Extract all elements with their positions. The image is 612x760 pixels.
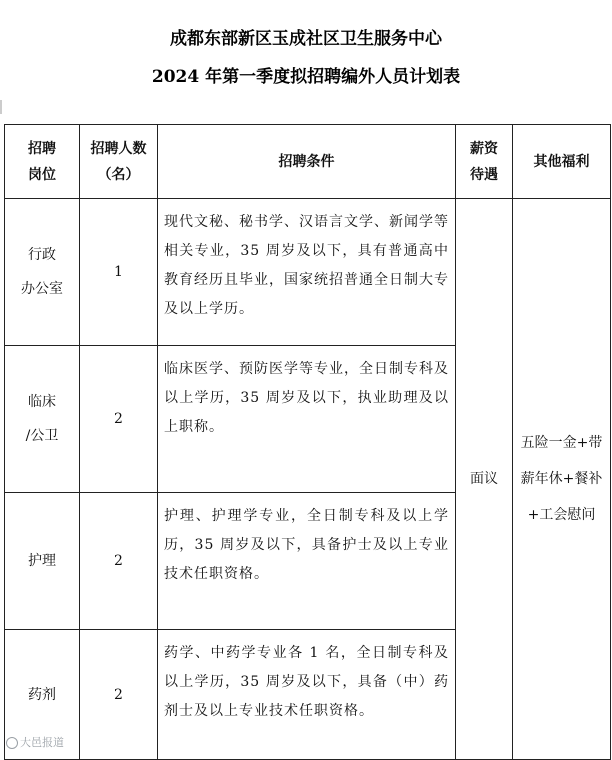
document-title: 成都东部新区玉成社区卫生服务中心 [170, 29, 442, 49]
watermark-logo-icon [6, 737, 18, 749]
header-benefits: 其他福利 [513, 125, 611, 199]
row-count: 2 [80, 630, 158, 760]
position-line1: 行政 [28, 247, 56, 263]
position-line2: /公卫 [25, 428, 59, 444]
row-count: 2 [80, 493, 158, 630]
row-position: 药剂 [5, 630, 80, 760]
source-watermark [6, 734, 64, 750]
row-conditions: 临床医学、预防医学等专业，全日制专科及以上学历，35 周岁及以下，执业助理及以上职称。 [158, 346, 456, 493]
table-row [5, 199, 611, 346]
header-position [5, 125, 80, 199]
table-header-row [5, 125, 611, 199]
document-subtitle: 2024 年第一季度拟招聘编外人员计划表 [151, 67, 461, 87]
header-position-line1: 招聘 [28, 140, 56, 157]
benefits-cell [513, 199, 611, 760]
header-count [80, 125, 158, 199]
row-conditions: 现代文秘、秘书学、汉语言文学、新闻学等相关专业，35 周岁及以下，具有普通高中教育经历且毕业，国家统招普通全日制大专及以上学历。 [158, 199, 456, 346]
row-position [5, 346, 80, 493]
header-salary-line2: 待遇 [470, 166, 498, 183]
header-salary [456, 125, 513, 199]
row-count: 1 [80, 199, 158, 346]
watermark-text: 大邑报道 [20, 736, 64, 749]
benefits-line1: 五险一金+带 [520, 435, 603, 451]
header-salary-line1: 薪资 [470, 140, 498, 157]
row-conditions: 药学、中药学专业各 1 名，全日制专科及以上学历，35 周岁及以下，具备（中）药剂士及以上专业技术任职资格。 [158, 630, 456, 760]
row-conditions: 护理、护理学专业，全日制专科及以上学历，35 周岁及以下，具备护士及以上专业技术任职资格。 [158, 493, 456, 630]
header-position-line2: 岗位 [28, 166, 56, 183]
header-count-line2: （名） [97, 166, 140, 183]
recruitment-plan-table [4, 124, 611, 760]
header-conditions: 招聘条件 [158, 125, 456, 199]
position-line1: 临床 [28, 394, 56, 410]
position-line2: 办公室 [21, 281, 63, 297]
benefits-line2: 薪年休+餐补 [520, 471, 603, 487]
benefits-line3: +工会慰问 [527, 507, 596, 523]
row-position: 护理 [5, 493, 80, 630]
header-count-line1: 招聘人数 [90, 140, 147, 157]
row-position [5, 199, 80, 346]
row-count: 2 [80, 346, 158, 493]
left-edge-mark [0, 100, 2, 114]
salary-cell: 面议 [456, 199, 513, 760]
